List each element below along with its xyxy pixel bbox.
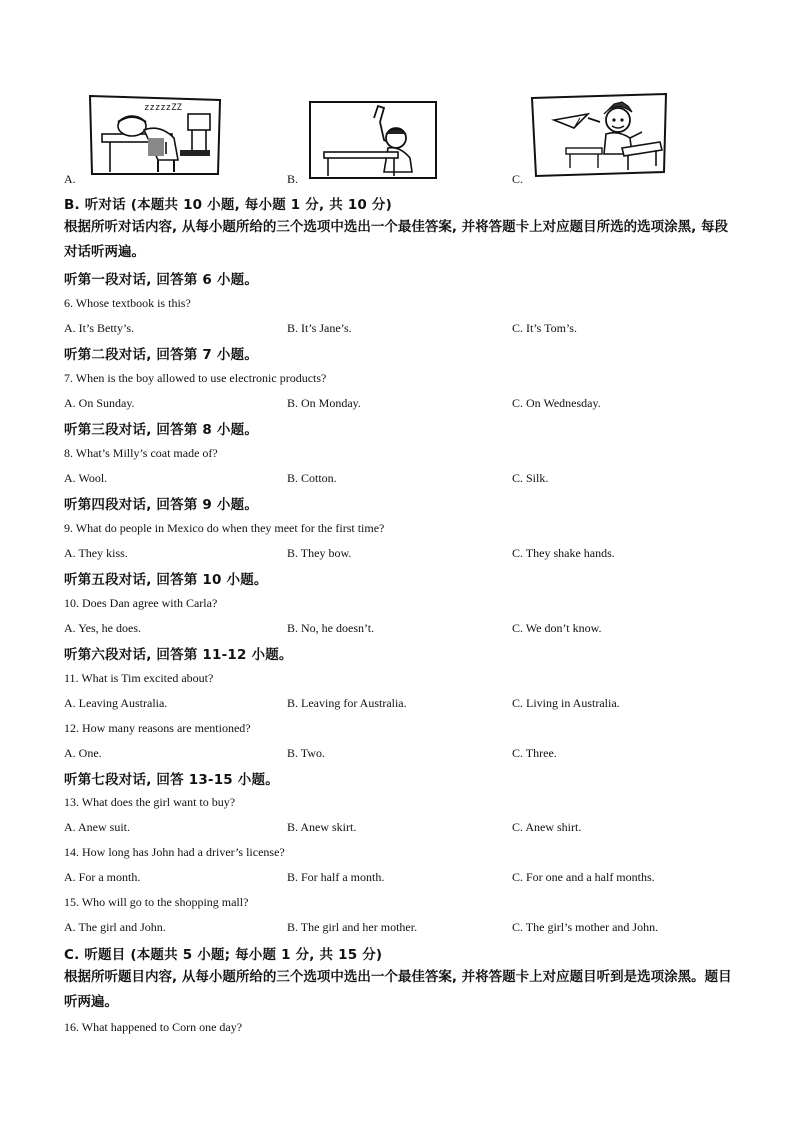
question-9: 9. What do people in Mexico do when they meet for the first time? [64,521,385,535]
dialogue-5-heading: 听第五段对话, 回答第 10 小题。 [64,572,268,588]
section-b-instruction: 根据所听对话内容, 从每小题所给的三个选项中选出一个最佳答案, 并将答题卡上对应题目所选的选项涂黑, 每段对话听两遍。 [64,219,728,260]
q6-option-c[interactable]: C. It’s Tom’s. [512,321,577,335]
section-c-instruction: 根据所听题目内容, 从每小题所给的三个选项中选出一个最佳答案, 并将答题卡上对应题目听到是选项涂黑。题目听两遍。 [64,969,732,1010]
q14-option-c[interactable]: C. For one and a half months. [512,870,655,884]
q13-option-b[interactable]: B. Anew skirt. [287,820,357,834]
q15-option-a[interactable]: A. The girl and John. [64,920,166,934]
q15-option-c[interactable]: C. The girl’s mother and John. [512,920,659,934]
picture-a-label: A. [64,172,76,186]
q7-option-b[interactable]: B. On Monday. [287,396,361,410]
question-10: 10. Does Dan agree with Carla? [64,596,218,610]
q11-option-a[interactable]: A. Leaving Australia. [64,696,168,710]
question-11: 11. What is Tim excited about? [64,671,214,685]
q13-option-c[interactable]: C. Anew shirt. [512,820,582,834]
picture-b[interactable] [308,100,438,180]
question-14: 14. How long has John had a driver’s license? [64,845,285,859]
dialogue-1-heading: 听第一段对话, 回答第 6 小题。 [64,272,259,288]
q12-option-b[interactable]: B. Two. [287,746,325,760]
paper-plane-student-icon [530,92,670,178]
question-15: 15. Who will go to the shopping mall? [64,895,249,909]
dialogue-6-heading: 听第六段对话, 回答第 11-12 小题。 [64,647,293,663]
question-12: 12. How many reasons are mentioned? [64,721,251,735]
dialogue-4-heading: 听第四段对话, 回答第 9 小题。 [64,497,259,513]
dialogue-2-heading: 听第二段对话, 回答第 7 小题。 [64,347,259,363]
sleep-text: zzzzzZZ [144,103,182,113]
q10-option-c[interactable]: C. We don’t know. [512,621,602,635]
q10-option-b[interactable]: B. No, he doesn’t. [287,621,375,635]
q8-option-b[interactable]: B. Cotton. [287,471,337,485]
picture-a[interactable] [88,94,224,178]
picture-c[interactable] [530,92,670,178]
q7-option-c[interactable]: C. On Wednesday. [512,396,601,410]
q9-option-a[interactable]: A. They kiss. [64,546,128,560]
q8-option-a[interactable]: A. Wool. [64,471,108,485]
question-7: 7. When is the boy allowed to use electronic products? [64,371,327,385]
section-c-heading: C. 听题目 (本题共 5 小题; 每小题 1 分, 共 15 分) [64,947,383,963]
q13-option-a[interactable]: A. Anew suit. [64,820,130,834]
q14-option-a[interactable]: A. For a month. [64,870,141,884]
q12-option-c[interactable]: C. Three. [512,746,557,760]
sleeping-student-icon [88,94,224,178]
q7-option-a[interactable]: A. On Sunday. [64,396,135,410]
q6-option-a[interactable]: A. It’s Betty’s. [64,321,135,335]
q11-option-b[interactable]: B. Leaving for Australia. [287,696,407,710]
question-8: 8. What’s Milly’s coat made of? [64,446,218,460]
question-16: 16. What happened to Corn one day? [64,1020,243,1034]
q10-option-a[interactable]: A. Yes, he does. [64,621,142,635]
q8-option-c[interactable]: C. Silk. [512,471,549,485]
q11-option-c[interactable]: C. Living in Australia. [512,696,620,710]
q9-option-c[interactable]: C. They shake hands. [512,546,615,560]
q14-option-b[interactable]: B. For half a month. [287,870,385,884]
dialogue-7-heading: 听第七段对话, 回答 13-15 小题。 [64,772,279,788]
picture-c-label: C. [512,172,524,186]
picture-b-label: B. [287,172,299,186]
question-13: 13. What does the girl want to buy? [64,795,236,809]
q15-option-b[interactable]: B. The girl and her mother. [287,920,418,934]
q12-option-a[interactable]: A. One. [64,746,102,760]
dialogue-3-heading: 听第三段对话, 回答第 8 小题。 [64,422,259,438]
question-6: 6. Whose textbook is this? [64,296,191,310]
q6-option-b[interactable]: B. It’s Jane’s. [287,321,352,335]
q9-option-b[interactable]: B. They bow. [287,546,352,560]
section-b-heading: B. 听对话 (本题共 10 小题, 每小题 1 分, 共 10 分) [64,197,392,213]
raising-hand-student-icon [308,100,438,180]
